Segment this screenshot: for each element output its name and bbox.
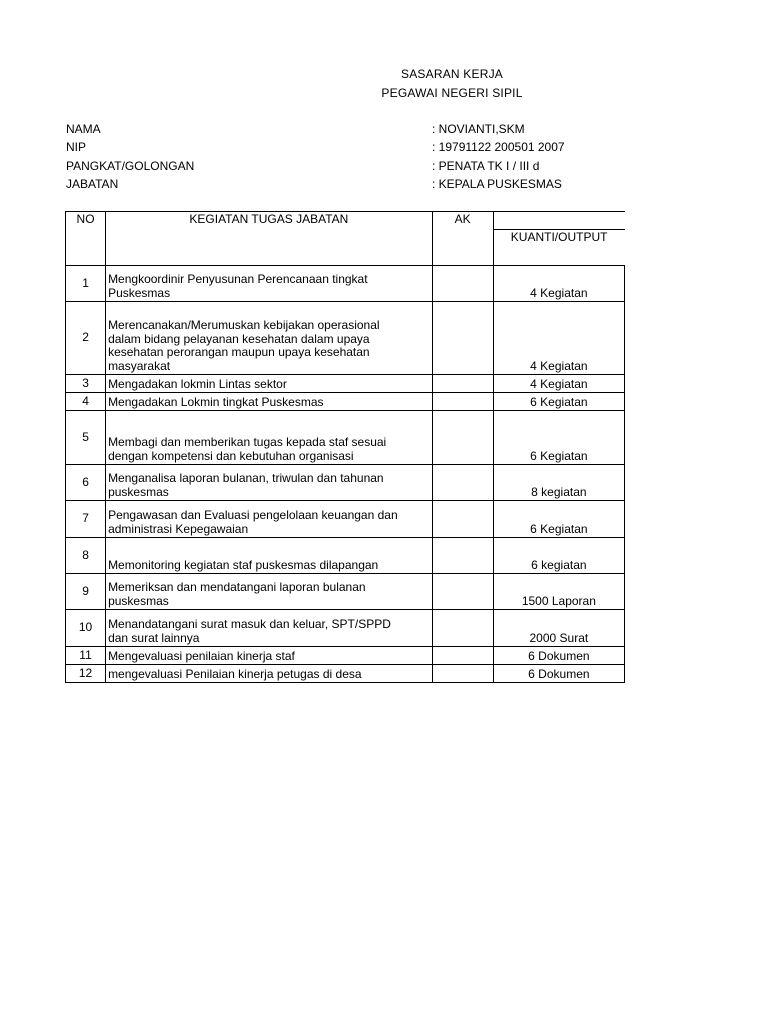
row-ak [432,610,493,647]
info-value-pangkat: : PENATA TK I / III d [432,159,540,173]
row-output: 6 Kegiatan [493,501,624,538]
kegiatan-line: dengan kompetensi dan kebutuhan organisasi [108,448,354,463]
row-output: 6 Dokumen [493,647,624,665]
kegiatan-line: puskesmas [108,484,169,499]
row-kegiatan [106,647,433,665]
row-kegiatan [106,302,433,375]
info-label-nama: NAMA [66,122,101,136]
row-output: 2000 Surat [493,610,624,647]
header-ak: AK [432,212,493,266]
kegiatan-line: Menandatangani surat masuk dan keluar, SPT/SPPD [108,617,391,631]
row-kegiatan [106,574,433,610]
row-kegiatan [106,411,433,465]
table-row [66,393,625,411]
row-output: 6 kegiatan [493,538,624,574]
header-kuanti-output: KUANTI/OUTPUT [493,230,624,266]
row-output: 4 Kegiatan [493,375,624,393]
row-ak [432,411,493,465]
header-target-blank [493,212,624,230]
row-ak [432,393,493,411]
document-title-line1: SASARAN KERJA [401,67,503,81]
table-row [66,266,625,302]
info-label-pangkat: PANGKAT/GOLONGAN [66,159,195,173]
row-ak [432,375,493,393]
row-output: 6 Dokumen [493,665,624,683]
row-kegiatan [106,538,433,574]
row-kegiatan [106,393,433,411]
row-kegiatan [106,501,433,538]
table-row [66,610,625,647]
row-ak [432,647,493,665]
kegiatan-line: Pengawasan dan Evaluasi pengelolaan keuangan dan [108,508,398,522]
table-row [66,574,625,610]
header-no: NO [66,212,106,266]
info-label-jabatan: JABATAN [66,177,119,191]
row-kegiatan [106,375,433,393]
kegiatan-line: Mengadakan lokmin Lintas sektor [108,376,287,391]
row-number: 6 [66,465,106,501]
row-ak [432,501,493,538]
table-row [66,501,625,538]
row-number: 4 [66,393,106,411]
info-value-jabatan: : KEPALA PUSKESMAS [432,177,562,191]
info-label-nip: NIP [66,140,87,154]
table-row [66,665,625,683]
row-output: 1500 Laporan [493,574,624,610]
kegiatan-line: Merencanakan/Merumuskan kebijakan operasional [108,318,380,332]
kegiatan-line: Membagi dan memberikan tugas kepada staf sesuai [108,435,387,449]
table-row [66,302,625,375]
kegiatan-line: Memonitoring kegiatan staf puskesmas dilapangan [108,557,379,572]
kegiatan-line: puskesmas [108,593,169,608]
kegiatan-line: kesehatan perorangan maupun upaya kesehatan [108,345,370,359]
row-kegiatan [106,465,433,501]
row-kegiatan [106,610,433,647]
row-ak [432,574,493,610]
sasaran-kerja-table [65,211,625,683]
table-row [66,465,625,501]
row-output: 4 Kegiatan [493,302,624,375]
kegiatan-line: Menganalisa laporan bulanan, triwulan dan tahunan [108,471,384,485]
table-row [66,375,625,393]
row-number: 1 [66,266,106,302]
row-ak [432,465,493,501]
row-number: 2 [66,302,106,375]
row-output: 6 Kegiatan [493,393,624,411]
kegiatan-line: dalam bidang pelayanan kesehatan dalam upaya [108,331,370,346]
row-number: 3 [66,375,106,393]
header-kegiatan: KEGIATAN TUGAS JABATAN [106,212,433,266]
row-number: 10 [66,610,106,647]
kegiatan-line: Memeriksan dan mendatangani laporan bulanan [108,580,366,594]
kegiatan-line: dan surat lainnya [108,630,200,645]
document-title-line2: PEGAWAI NEGERI SIPIL [381,86,523,100]
row-number: 7 [66,501,106,538]
row-number: 9 [66,574,106,610]
row-output: 4 Kegiatan [493,266,624,302]
table-row [66,411,625,465]
table-row [66,647,625,665]
row-ak [432,665,493,683]
kegiatan-line: Mengadakan Lokmin tingkat Puskesmas [108,394,324,409]
kegiatan-line: mengevaluasi Penilaian kinerja petugas di desa [108,666,362,681]
row-ak [432,302,493,375]
info-value-nip: : 19791122 200501 2007 [432,140,565,154]
info-value-nama: : NOVIANTI,SKM [432,122,525,136]
row-kegiatan [106,266,433,302]
row-output: 8 kegiatan [493,465,624,501]
kegiatan-line: Mengkoordinir Penyusunan Perencanaan tingkat [108,272,368,286]
row-number: 12 [66,665,106,683]
row-number: 5 [66,411,106,465]
row-number: 8 [66,538,106,574]
kegiatan-line: administrasi Kepegawaian [108,521,249,536]
kegiatan-line: masyarakat [108,358,171,373]
row-kegiatan [106,665,433,683]
row-ak [432,266,493,302]
row-output: 6 Kegiatan [493,411,624,465]
table-row [66,538,625,574]
kegiatan-line: Mengevaluasi penilaian kinerja staf [108,648,295,663]
kegiatan-line: Puskesmas [108,285,171,300]
row-ak [432,538,493,574]
row-number: 11 [66,647,106,665]
